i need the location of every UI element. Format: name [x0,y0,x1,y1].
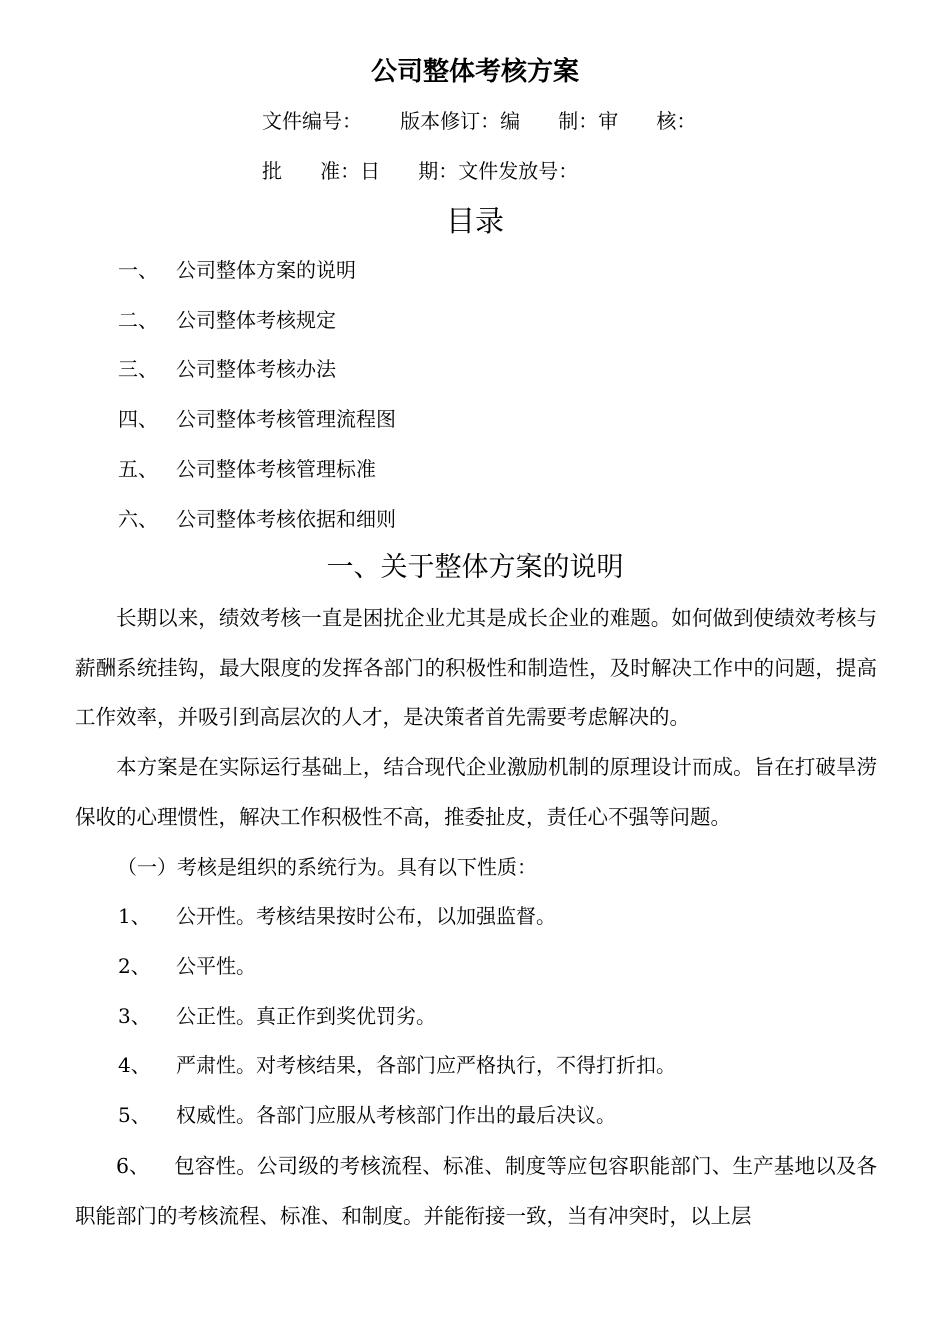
toc-item-number: 一、 [118,258,158,282]
list-item-text: 严肃性。对考核结果，各部门应严格执行，不得打折扣。 [176,1053,676,1077]
list-item-text: 公开性。考核结果按时公布，以加强监督。 [176,904,556,928]
toc-item-number: 六、 [118,507,158,531]
toc-item-1 [118,255,356,285]
property-list-item-4 [118,1050,676,1080]
toc-item-number: 二、 [118,308,158,332]
toc-item-label: 公司整体考核依据和细则 [176,507,396,531]
toc-item-4 [118,404,396,434]
section-1-subheading: （一）考核是组织的系统行为。具有以下性质： [117,855,537,879]
toc-item-3 [118,354,336,384]
toc-item-number: 五、 [118,457,158,481]
toc-item-5 [118,454,376,484]
toc-item-label: 公司整体考核管理流程图 [176,407,396,431]
property-list-item-1 [118,901,556,931]
document-title: 公司整体考核方案 [370,57,579,87]
list-item-number: 1、 [118,904,151,928]
property-list-item-6 [75,1142,877,1241]
list-item-text: 公平性。 [176,954,256,978]
section-1-paragraph-2: 本方案是在实际运行基础上，结合现代企业激励机制的原理设计而成。旨在打破旱涝保收的心理惯性，解决工作积极性不高，推委扯皮，责任心不强等问题。 [75,755,877,829]
list-item-number: 2、 [118,954,151,978]
toc-item-label: 公司整体考核办法 [176,357,336,381]
document-meta-line-1: 文件编号： 版本修订：编 制：审 核： [262,109,697,133]
toc-item-label: 公司整体考核管理标准 [176,457,376,481]
section-1-title: 一、关于整体方案的说明 [326,552,624,583]
list-item-number: 5、 [118,1103,151,1127]
property-list-item-3 [118,1001,436,1031]
list-item-number: 6、 [116,1154,150,1178]
list-item-text: 权威性。各部门应服从考核部门作出的最后决议。 [176,1103,616,1127]
toc-item-number: 三、 [118,357,158,381]
list-item-number: 3、 [118,1004,151,1028]
toc-title: 目录 [445,204,504,238]
toc-item-6 [118,504,396,534]
list-item-text: 包容性。公司级的考核流程、标准、制度等应包容职能部门、生产基地以及各职能部门的考核流程、标准、和制度。并能衔接一致，当有冲突时，以上层 [75,1154,877,1228]
toc-item-2 [118,305,336,335]
list-item-text: 公正性。真正作到奖优罚劣。 [176,1004,436,1028]
toc-item-label: 公司整体方案的说明 [176,258,356,282]
property-list-item-2 [118,951,256,981]
toc-item-number: 四、 [118,407,158,431]
document-meta-line-2: 批 准：日 期：文件发放号： [262,159,579,183]
property-list-item-5 [118,1100,616,1130]
toc-item-label: 公司整体考核规定 [176,308,336,332]
list-item-number: 4、 [118,1053,151,1077]
section-1-paragraph-1: 长期以来，绩效考核一直是困扰企业尤其是成长企业的难题。如何做到使绩效考核与薪酬系统挂钩，最大限度的发挥各部门的积极性和制造性，及时解决工作中的问题，提高工作效率，并吸引到高层次的人才，是决策者首先需要考虑解决的。 [75,606,877,729]
